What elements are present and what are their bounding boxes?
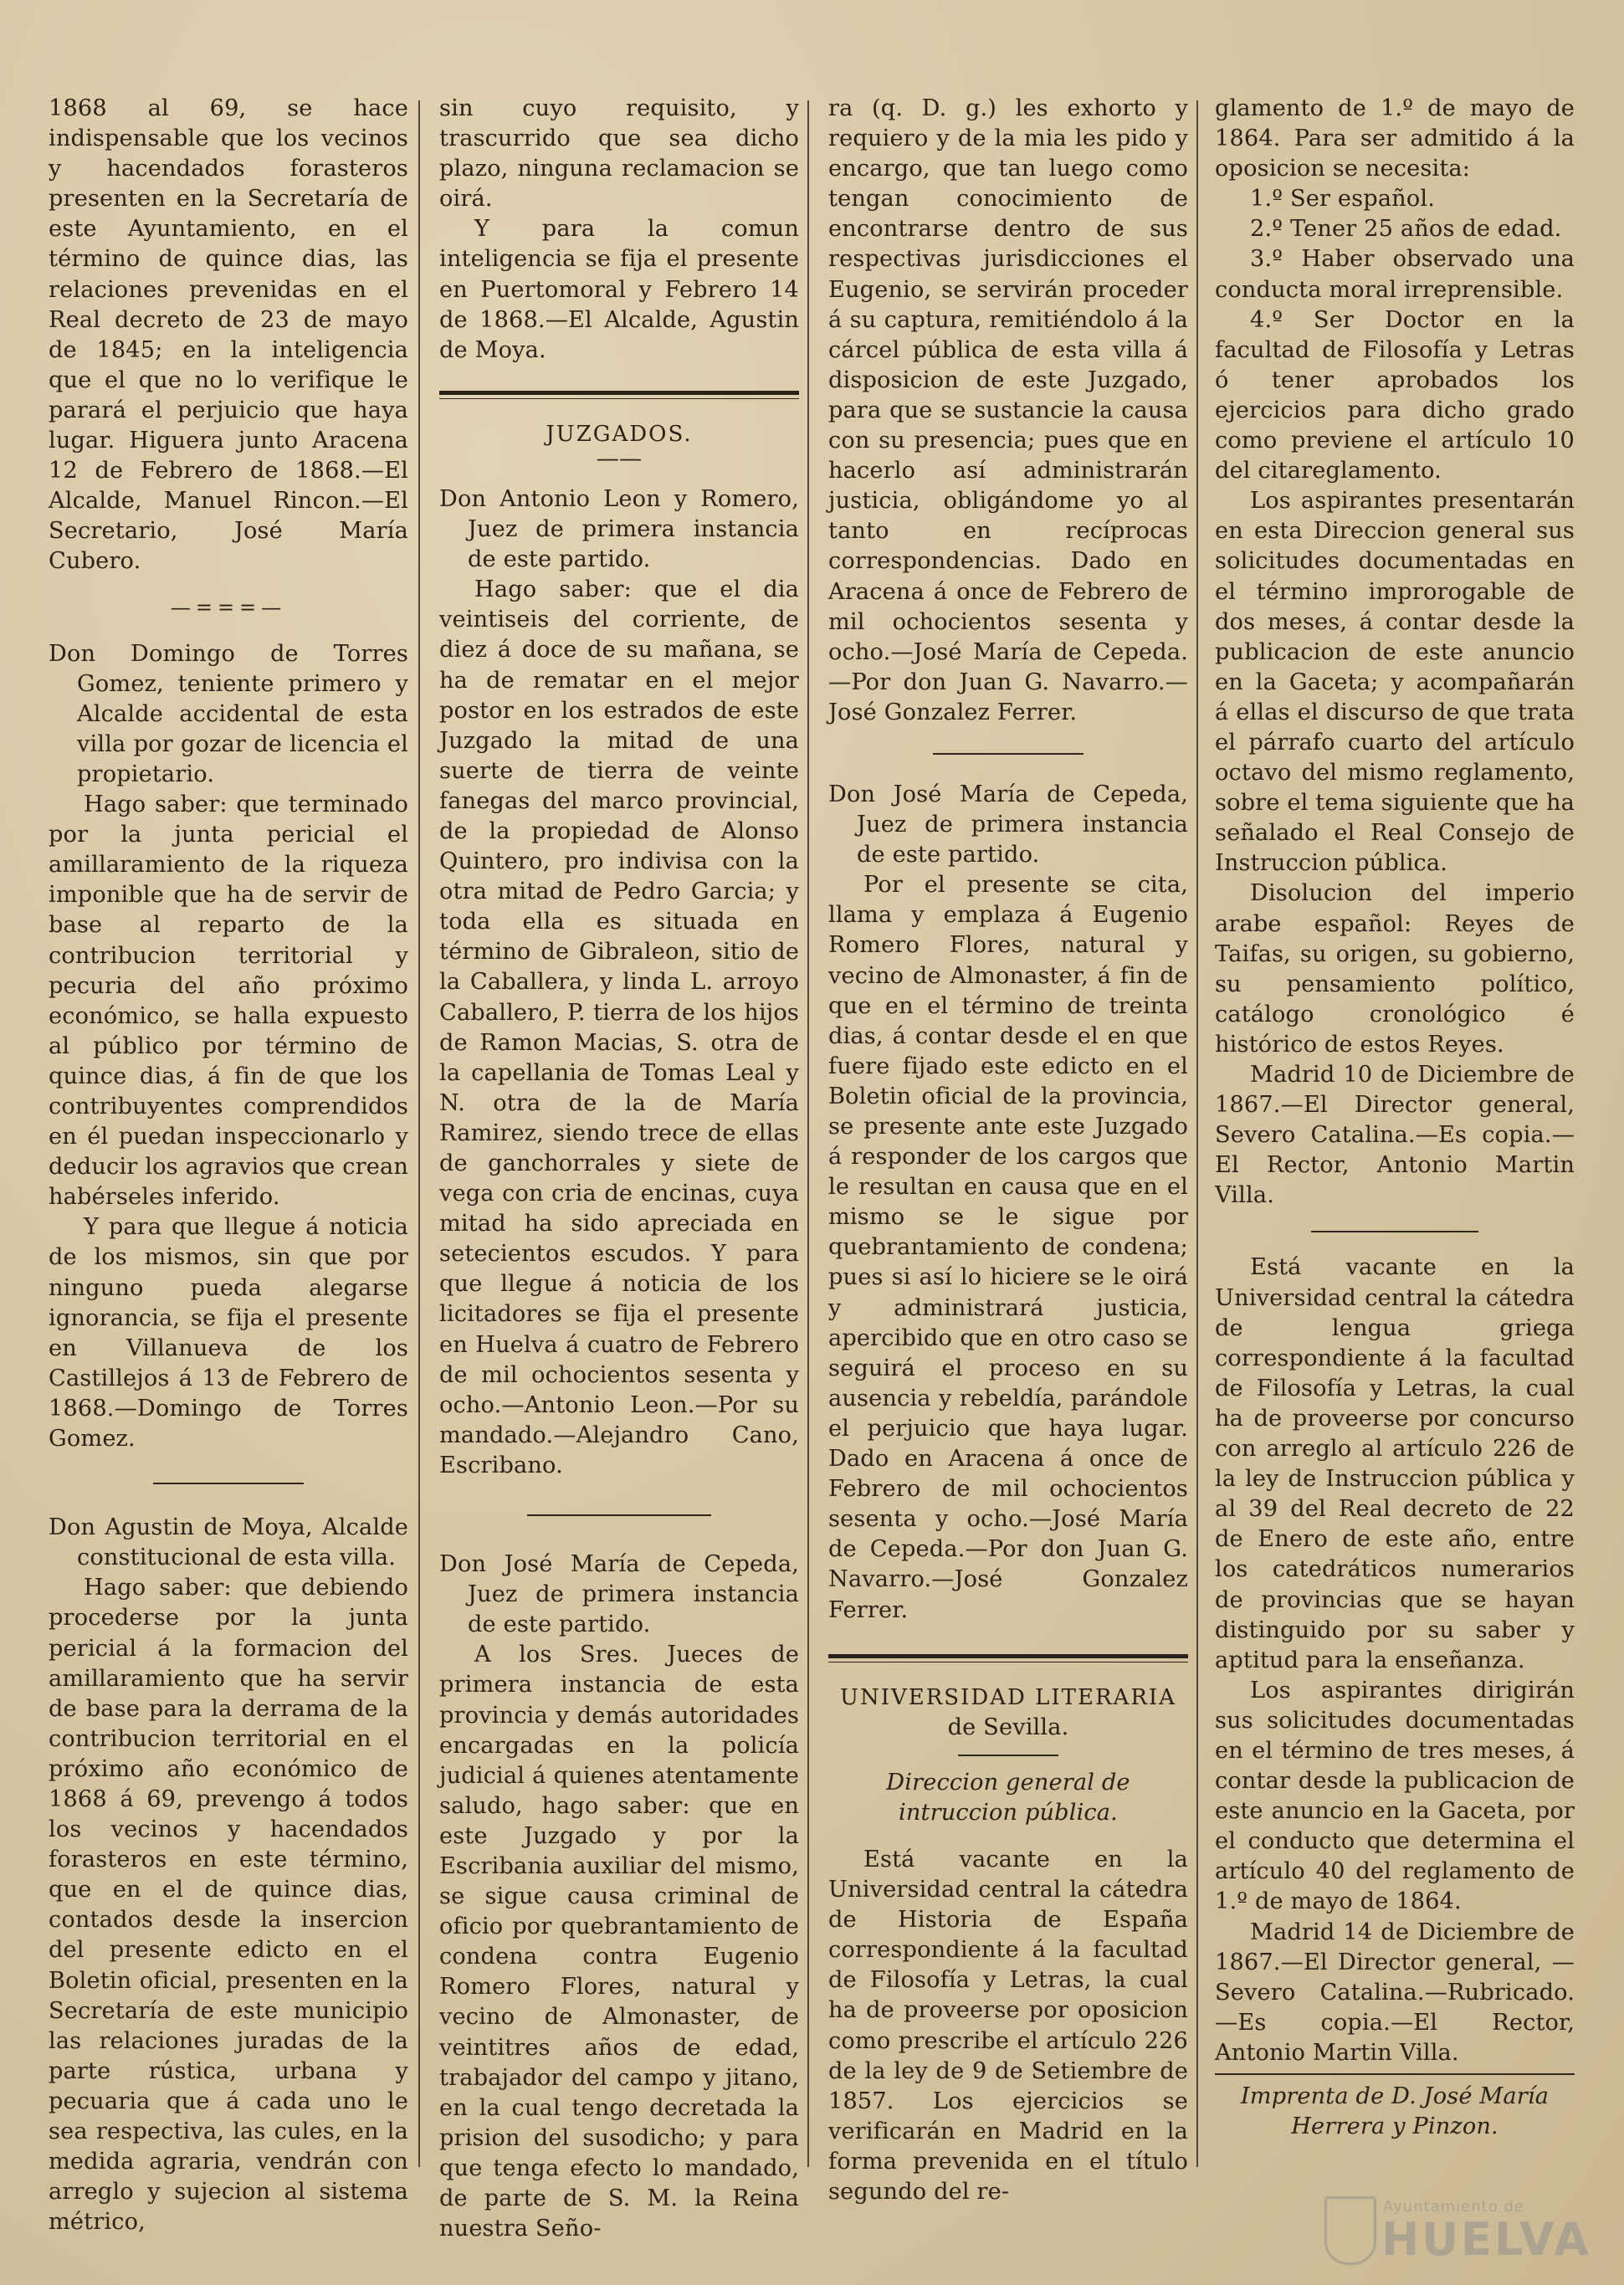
section-subheading-direccion: Direccion general de intruccion pública. (886, 1769, 1130, 1826)
column-rule-3 (1196, 100, 1198, 2167)
col2-heading-dash: —— (596, 445, 643, 472)
requirement-4: 4.º Ser Doctor en la facultad de Filosofía y Letras ó tener aprobados los ejercicios para dicho grado como previene el artículo 10 del citareglamento. (1215, 306, 1575, 484)
col1-paragraph-3: Hago saber: que terminado por la junta pericial el amillaramiento de la riqueza imponible que ha de servir de base al reparto de la contribucion territorial y pecuria del año próximo económico, se halla expuesto al público por término de quince dias, á fin de que los contribuyentes comprendidos en él puedan inspeccionarlo y deducir los agravios que crean habérseles inferido. (49, 792, 408, 1211)
col3-thick-rule (828, 1654, 1188, 1658)
col2-edict-header-2: Don José María de Cepeda, Juez de primera instancia de este partido. (439, 1551, 799, 1638)
col1-paragraph-1: 1868 al 69, se hace indispensable que los vecinos y hacendados forasteros presenten en la Secretaría de este Ayuntamiento, en el término de quince dias, las relaciones prevenidas en el Real decreto de 23 de mayo de 1845; en la inteligencia que el que no lo verifique le parará el perjuicio que haya lugar. Higuera junto Aracena 12 de Febrero de 1868.—El Alcalde, Manuel Rincon.—El Secretario, José María Cubero. (49, 95, 408, 575)
column-2 (439, 94, 799, 2244)
col2-paragraph-6: A los Sres. Jueces de primera instancia de esta provincia y demás autoridades encargadas en la policía judicial á quienes atentamente saludo, hago saber: que en este Juzgado y por la Escribania auxiliar del mismo, se sigue causa criminal de oficio por quebrantamiento de condena contra Eugenio Romero Flores, natural y vecino de Almonaster, de veintitres años de edad, trabajador del campo y jitano, en la cual tengo decretada la prision del susodicho; y para que tenga efecto lo mandado, de parte de S. M. la Reina nuestra Seño- (439, 1642, 799, 2242)
col4-imprint-rule (1215, 2073, 1575, 2075)
column-1 (49, 94, 408, 2237)
col2-thick-rule (439, 391, 799, 395)
col1-paragraph-4: Y para que llegue á noticia de los mismos, sin que por ninguno pueda alegarse ignorancia, se fija el presente en Villanueva de los Castillejos á 13 de Febrero de 1868.—Domingo de Torres Gomez. (49, 1214, 408, 1452)
section-heading-universidad: UNIVERSIDAD LITERARIA (840, 1684, 1176, 1710)
requirement-1: 1.º Ser español. (1250, 186, 1435, 213)
col2-paragraph-1: sin cuyo requisito, y trascurrido que sea dicho plazo, ninguna reclamacion se oirá. (439, 95, 799, 213)
col4-paragraph-5: Está vacante en la Universidad central la cátedra de lengua griega correspondiente á la facultad de Filosofía y Letras, la cual ha de proveerse por concurso con arreglo al artículo 226 de la ley de Instruccion pública y al 39 del Real decreto de 22 de Enero de este año, entre los catedráticos numerarios de provincias que se hayan distinguido por su saber y aptitud para la enseñanza. (1215, 1254, 1575, 1673)
col2-paragraph-4: Hago saber: que el dia veintiseis del corriente, de diez á doce de su mañana, se ha de rematar en el mejor postor en los estrados de este Juzgado la mitad de una suerte de tierra de veinte fanegas del marco provincial, de la propiedad de Alonso Quintero, pro indivisa con la otra mitad de Pedro Garcia; y toda ella es situada en término de Gibraleon, sitio de la Caballera, y linda L. arroyo Caballero, P. tierra de los hijos de Ramon Macias, S. otra de la capellania de Tomas Leal y N. otra de la de María Ramirez, siendo trece de ellas de ganchorrales y siete de vega con cria de encinas, cuya mitad ha sido apreciada en setecientos escudos. Y para que llegue á noticia de los licitadores se fija el presente en Huelva á cuatro de Febrero de mil ochocientos sesenta y ocho.—Antonio Leon.—Por su mandado.—Alejandro Cano, Escribano. (439, 576, 799, 1478)
column-rule-2 (807, 100, 809, 2167)
col4-paragraph-3: Disolucion del imperio arabe español: Reyes de Taifas, su origen, su gobierno, su pensamiento político, catálogo cronológico é histórico de estos Reyes. (1215, 880, 1575, 1058)
col4-signature-1: Madrid 10 de Diciembre de 1867.—El Director general, Severo Catalina.—Es copia.—El Rector, Antonio Martin Villa. (1215, 1062, 1575, 1209)
col3-paragraph-3: Por el presente se cita, llama y emplaza á Eugenio Romero Flores, natural y vecino de Almonaster, á fin de que en el término de treinta dias, á contar desde el en que fuere fijado este edicto en el Boletin oficial de la provincia, se presente ante este Juzgado á responder de los cargos que le resultan en causa que en el mismo se le sigue por quebrantamiento de condena; pues si así lo hiciere se le oirá y administrará justicia, apercibido que en otro caso se seguirá el proceso en su ausencia y rebeldía, parándole el perjuicio que haya lugar. Dado en Aracena á once de Febrero de mil ochocientos sesenta y ocho.—José María de Cepeda.—Por don Juan G. Navarro.—José Gonzalez Ferrer. (828, 872, 1188, 1623)
col4-paragraph-6: Los aspirantes dirigirán sus solicitudes documentadas en el término de tres meses, á contar desde la publicacion de este anuncio en la Gaceta, por el conducto que determina el artículo 40 del reglamento de 1.º de mayo de 1864. (1215, 1677, 1575, 1915)
col4-signature-2: Madrid 14 de Diciembre de 1867.—El Director general, —Severo Catalina.—Rubricado.—Es copia.—El Rector, Antonio Martin Villa. (1215, 1919, 1575, 2066)
col3-paragraph-4: Está vacante en la Universidad central la cátedra de Historia de España correspondiente á la facultad de Filosofía y Letras, la cual ha de proveerse por oposicion como prescribe el artículo 226 de la ley de 9 de Setiembre de 1857. Los ejercicios se verificarán en Madrid en la forma prevenida en el título segundo del re- (828, 1846, 1188, 2205)
watermark-small-text: Ayuntamiento de (1383, 2198, 1524, 2216)
col1-edict-header-2: Don Agustin de Moya, Alcalde constitucional de esta villa. (49, 1514, 408, 1571)
col1-rule (153, 1483, 304, 1484)
col1-paragraph-6: Hago saber: que debiendo procederse por la junta pericial á la formacion del amillaramiento que ha servir de base para la derrama de la contribucion territorial en el próximo año económico de 1868 á 69, prevengo á todos los vecinos y hacendados forasteros en este término, que en el de quince dias, contados desde la insercion del presente edicto en el Boletin oficial, presenten en la Secretaría de este municipio las relaciones juradas de la parte rústica, urbana y pecuaria que á cada uno le sea respectiva, las cules, en la medida agraria, vendrán con arreglo y sujecion al sistema métrico, (49, 1575, 408, 2236)
archive-watermark (1324, 2193, 1601, 2268)
col2-edict-header: Don Antonio Leon y Romero, Juez de primera instancia de este partido. (439, 485, 799, 573)
col2-thin-rule (439, 398, 799, 399)
watermark-big-text: HUELVA (1381, 2213, 1591, 2266)
column-rule-1 (418, 100, 420, 2167)
col3-thin-rule (828, 1662, 1188, 1663)
col3-paragraph-1: ra (q. D. g.) les exhorto y requiero y de la mia les pido y encargo, que tan luego como tengan conocimiento de encontrarse dentro de sus respectivas jurisdicciones el Eugenio, se servirán proceder á su captura, remitiéndolo á la cárcel pública de esta villa á disposicion de este Juzgado, para que se sustancie la causa con su presencia; pues que en hacerlo así administrarán justicia, obligándome yo al tanto en recíprocas correspondencias. Dado en Aracena á once de Febrero de mil ochocientos sesenta y ocho.—José María de Cepeda.—Por don Juan G. Navarro.—José Gonzalez Ferrer. (828, 95, 1188, 725)
section-subheading-sevilla: de Sevilla. (947, 1714, 1069, 1740)
requirement-3: 3.º Haber observado una conducta moral irreprensible. (1215, 246, 1575, 303)
column-4 (1215, 94, 1575, 2142)
column-3 (828, 94, 1188, 2207)
col4-paragraph-2: Los aspirantes presentarán en esta Direccion general sus solicitudes documentadas en el término improrogable de dos meses, á contar desde la publicacion de este anuncio en la Gaceta; y acompañarán á ellas el discurso de que trata el párrafo cuarto del artículo octavo del mismo reglamento, sobre el tema siguiente que ha señalado el Real Consejo de Instruccion pública. (1215, 488, 1575, 877)
col3-heading-rule (958, 1755, 1058, 1756)
imprint: Imprenta de D. José María Herrera y Pinzon. (1240, 2083, 1550, 2140)
col3-rule (933, 753, 1084, 755)
col1-edict-header: Don Domingo de Torres Gomez, teniente primero y Alcalde accidental de esta villa por gozar de licencia el propietario. (49, 640, 408, 787)
col4-rule (1311, 1231, 1478, 1232)
col3-edict-header: Don José María de Cepeda, Juez de primera instancia de este partido. (828, 781, 1188, 868)
requirement-2: 2.º Tener 25 años de edad. (1250, 216, 1562, 243)
coat-of-arms-icon (1324, 2196, 1376, 2265)
col4-paragraph-1: glamento de 1.º de mayo de 1864. Para ser admitido á la oposicion se necesita: (1215, 95, 1575, 182)
section-heading-juzgados: JUZGADOS. (546, 421, 693, 447)
col2-paragraph-2: Y para la comun inteligencia se fija el presente en Puertomoral y Febrero 14 de 1868.—El Alcalde, Agustin de Moya. (439, 216, 799, 363)
col1-separator: —===— (170, 595, 287, 619)
col2-rule (527, 1514, 711, 1516)
